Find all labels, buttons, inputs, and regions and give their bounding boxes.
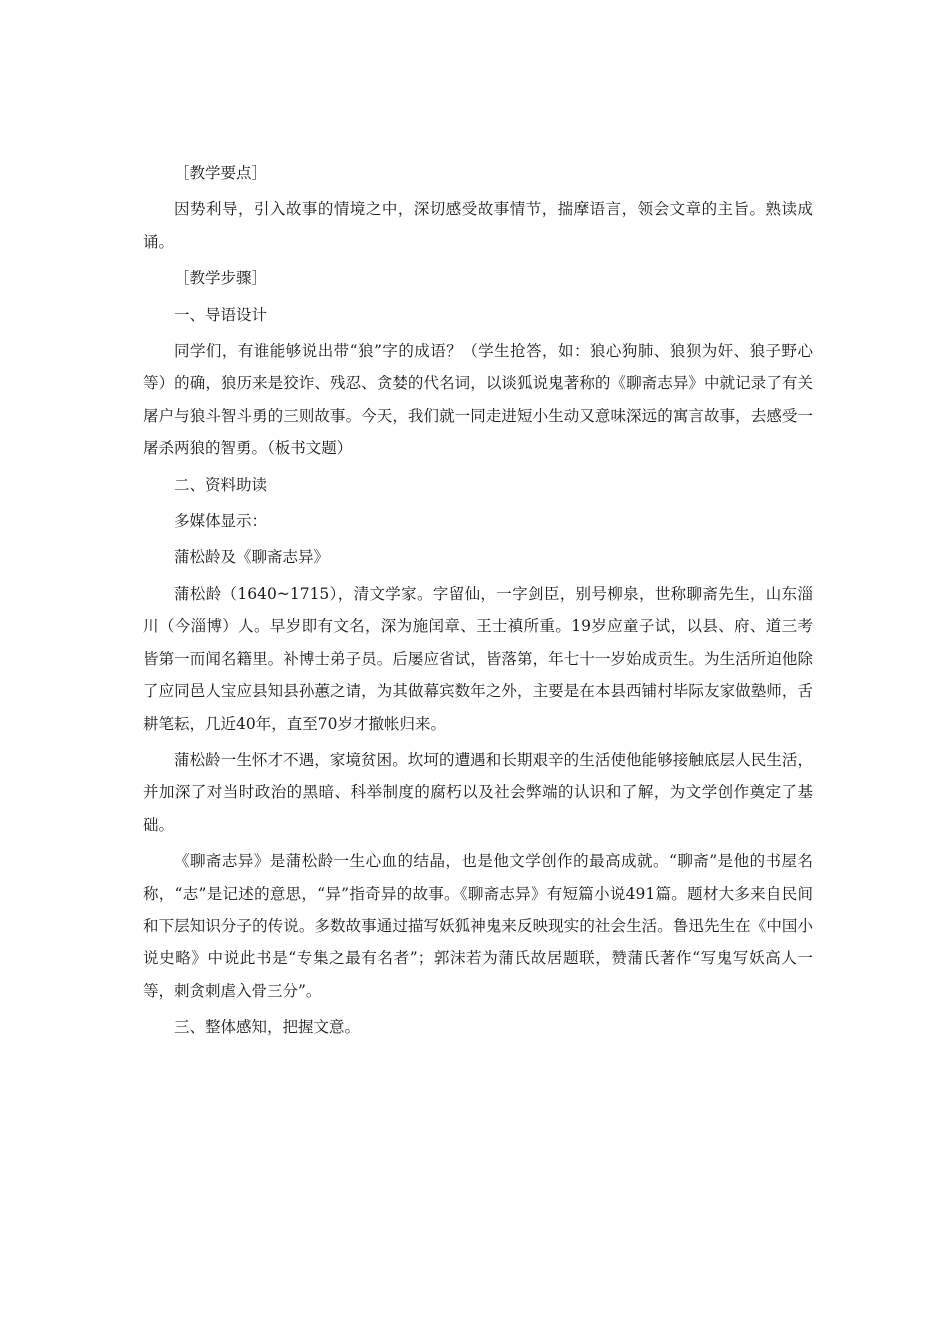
author-bio-paragraph: 蒲松龄（1640~1715），清文学家。字留仙，一字剑臣，别号柳泉，世称聊斋先生，山东淄川（今淄博）人。早岁即有文名，深为施闰章、王士禛所重。19岁应童子试，以县、府、道三考皆第一而闻名籍里。补博士弟子员。后屡应省试，皆落第，年七十一岁始成贡生。为生活所迫他除了应同邑人宝应县知县孙蕙之请，为其做幕宾数年之外，主要是在本县西铺村毕际友家做塾师，舌耕笔耘，几近40年，直至70岁才撤帐归来。 <box>143 584 813 733</box>
author-title: 蒲松龄及《聊斋志异》 <box>174 548 330 567</box>
intro-paragraph: 同学们，有谁能够说出带“狼”字的成语？（学生抢答，如：狼心狗肺、狼狈为奸、狼子野心等）的确，狼历来是狡诈、残忍、贪婪的代名词，以谈狐说鬼著称的《聊斋志异》中就记录了有关屠户与狼斗智斗勇的三则故事。今天，我们就一同走进短小生动又意味深远的寓言故事，去感受一屠杀两狼的智勇。（板书文题） <box>143 342 813 458</box>
section1-heading: 一、导语设计 <box>174 305 268 324</box>
section3-heading: 三、整体感知，把握文意。 <box>174 1018 361 1037</box>
multimedia-label: 多媒体显示： <box>174 512 268 531</box>
book-intro-paragraph: 《聊斋志异》是蒲松龄一生心血的结晶，也是他文学创作的最高成就。“聊斋”是他的书屋名称，“志”是记述的意思，“异”指奇异的故事。《聊斋志异》有短篇小说491篇。题材大多来自民间和下层知识分子的传说。多数故事通过描写妖狐神鬼来反映现实的社会生活。鲁迅先生在《中国小说史略》中说此书是“专集之最有名者”；郭沫若为蒲氏故居题联，赞蒲氏著作“写鬼写妖高人一等，刺贪刺虐入骨三分”。 <box>143 852 813 1000</box>
section2-heading: 二、资料助读 <box>174 475 268 494</box>
key-points-paragraph: 因势利导，引入故事的情境之中，深切感受故事情节，揣摩语言，领会文章的主旨。熟读成诵。 <box>143 200 813 251</box>
steps-heading: ［教学步骤］ <box>174 269 268 288</box>
author-life-paragraph: 蒲松龄一生怀才不遇，家境贫困。坎坷的遭遇和长期艰辛的生活使他能够接触底层人民生活，并加深了对当时政治的黑暗、科举制度的腐朽以及社会弊端的认识和了解，为文学创作奠定了基础。 <box>143 750 813 834</box>
key-points-heading: ［教学要点］ <box>174 164 268 182</box>
document-page <box>143 157 813 1044</box>
